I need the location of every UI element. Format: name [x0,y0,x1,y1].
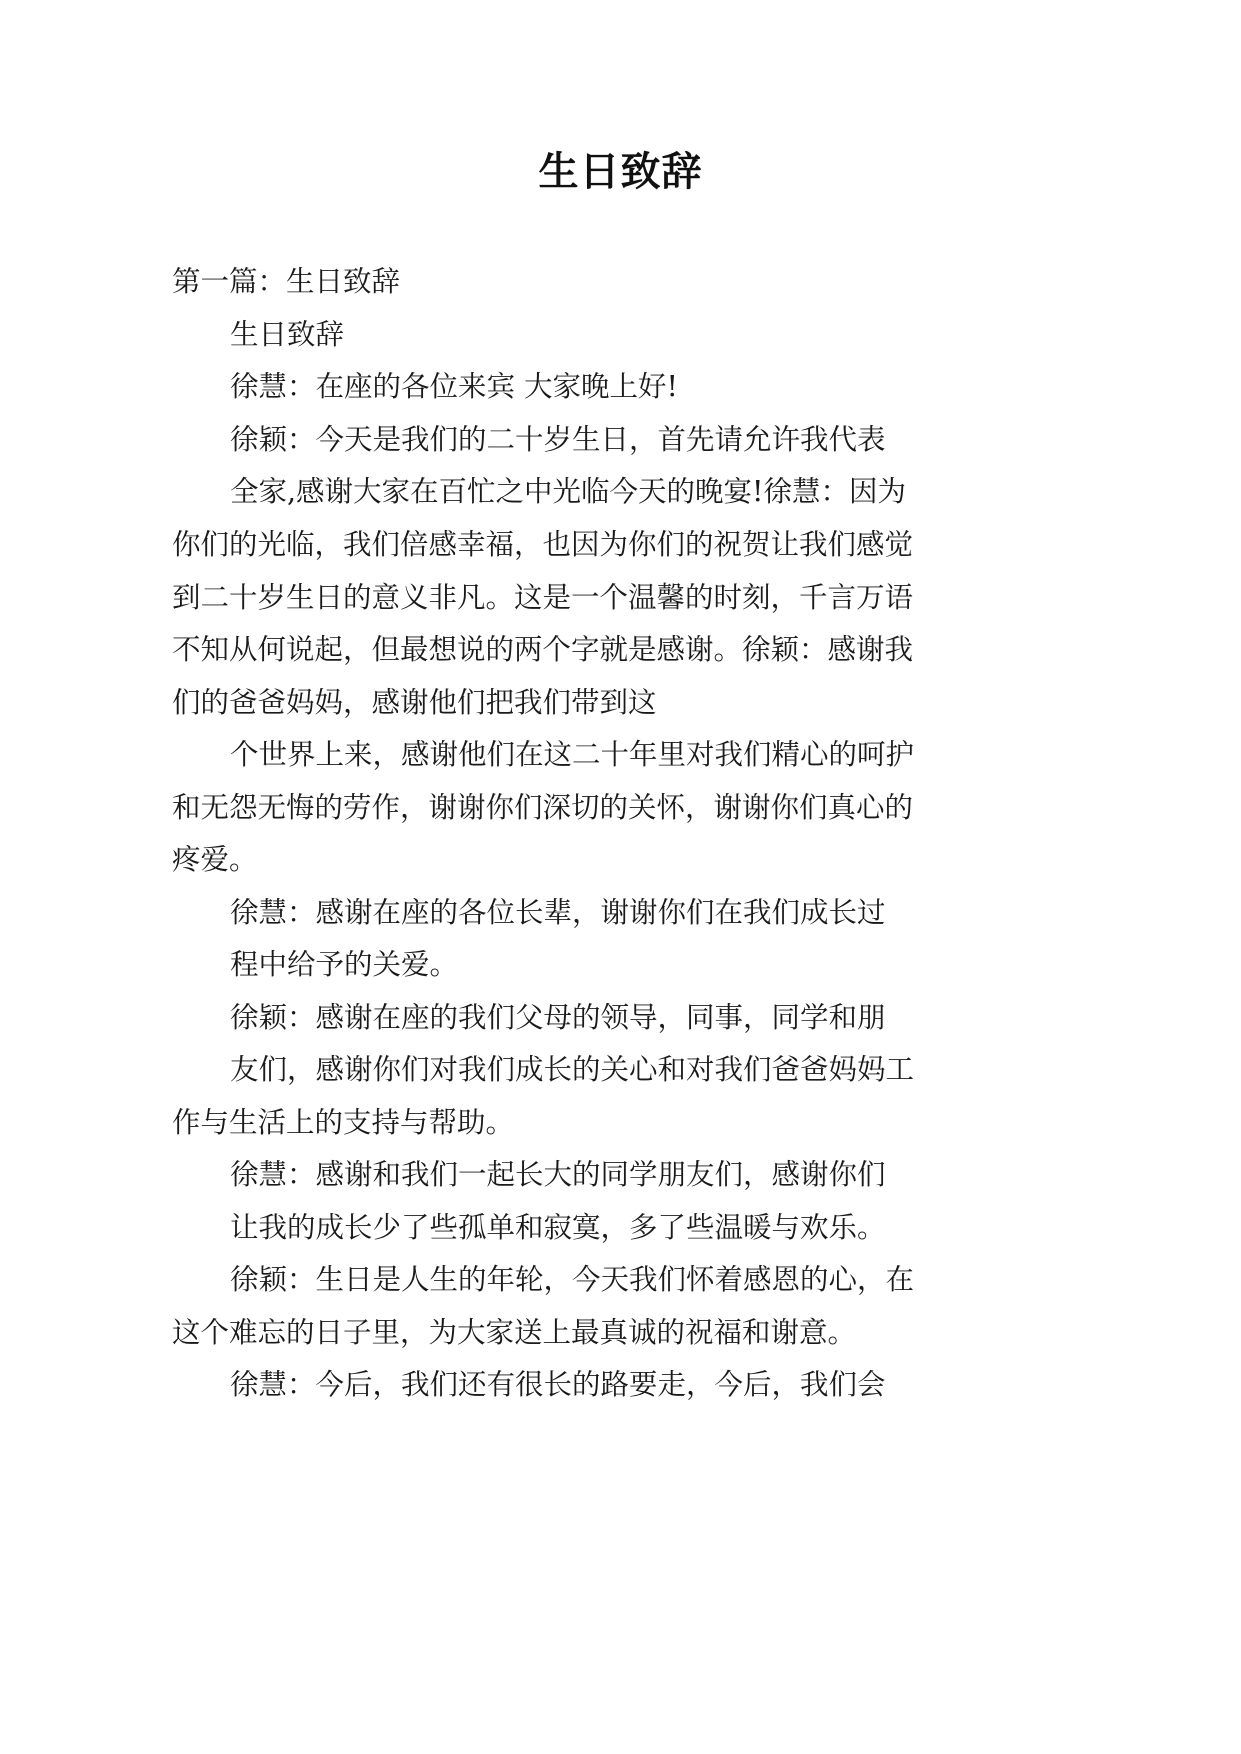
text-line: 疼爱。 [172,843,258,876]
text-line: 徐颖：感谢在座的我们父母的领导，同事，同学和朋 [230,1001,886,1034]
text-line: 让我的成长少了些孤单和寂寞，多了些温暖与欢乐。 [230,1211,886,1244]
text-line: 全家,感谢大家在百忙之中光临今天的晚宴!徐慧：因为 [230,475,907,508]
text-line: 不知从何说起，但最想说的两个字就是感谢。徐颖：感谢我 [172,633,914,666]
text-line: 程中给予的关爱。 [230,948,459,981]
text-line-section-heading: 第一篇：生日致辞 [172,265,401,298]
text-line: 徐慧：在座的各位来宾 大家晚上好! [230,370,679,403]
text-line: 们的爸爸妈妈，感谢他们把我们带到这 [172,686,657,719]
text-line: 徐慧：感谢在座的各位长辈，谢谢你们在我们成长过 [230,896,886,929]
text-line: 作与生活上的支持与帮助。 [172,1106,515,1139]
text-line: 徐颖：生日是人生的年轮，今天我们怀着感恩的心，在 [230,1263,915,1296]
text-line: 到二十岁生日的意义非凡。这是一个温馨的时刻，千言万语 [172,581,914,614]
text-line-subtitle: 生日致辞 [230,318,345,351]
document-title: 生日致辞 [538,149,703,195]
text-line: 徐慧：今后，我们还有很长的路要走，今后，我们会 [230,1368,886,1401]
text-line: 和无怨无悔的劳作，谢谢你们深切的关怀，谢谢你们真心的 [172,791,914,824]
text-line: 友们，感谢你们对我们成长的关心和对我们爸爸妈妈工 [230,1053,915,1086]
text-line: 个世界上来，感谢他们在这二十年里对我们精心的呵护 [230,738,915,771]
text-line: 这个难忘的日子里，为大家送上最真诚的祝福和谢意。 [172,1316,857,1349]
text-line: 你们的光临，我们倍感幸福，也因为你们的祝贺让我们感觉 [172,528,914,561]
text-line: 徐颖：今天是我们的二十岁生日，首先请允许我代表 [230,423,886,456]
text-line: 徐慧：感谢和我们一起长大的同学朋友们，感谢你们 [230,1158,886,1191]
